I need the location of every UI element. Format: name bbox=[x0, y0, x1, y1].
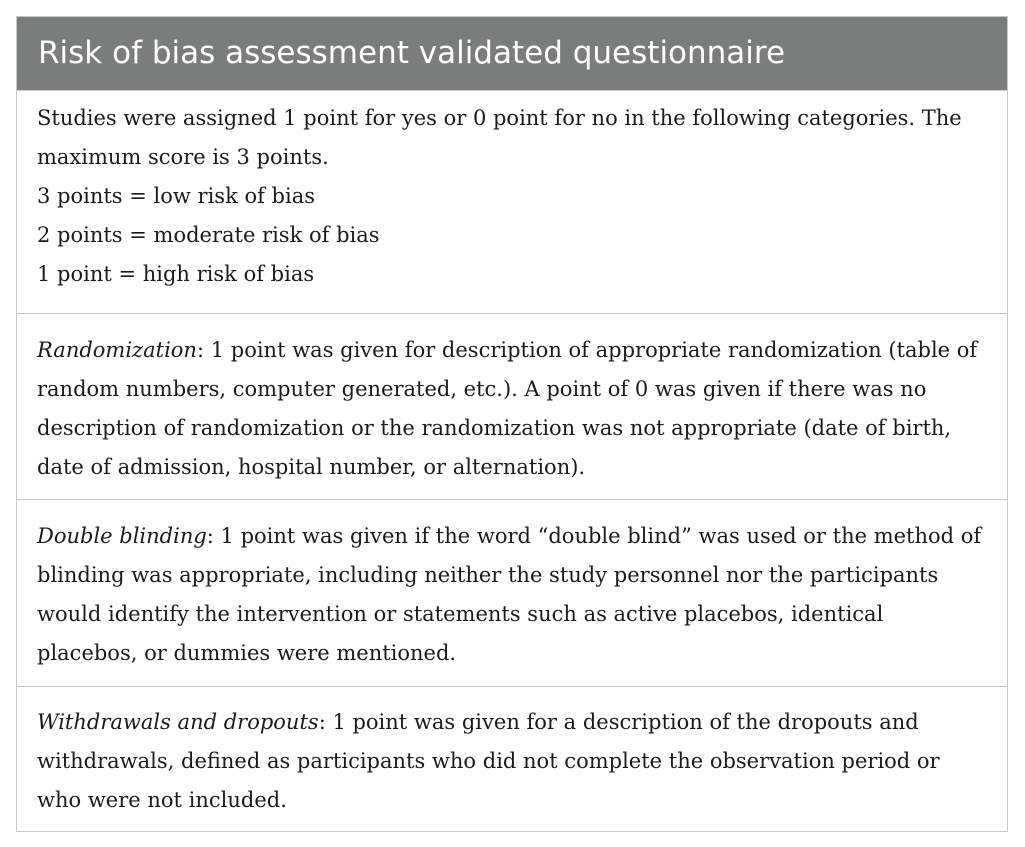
criterion-description: : 1 point was given if the word “double blind” was used or the method of blinding was appropriate, including neither the study personnel nor the participants would identify the intervention or statements such as active placebos, identical placebos, or dummies were mentioned. bbox=[37, 524, 982, 665]
criterion-term: Randomization bbox=[37, 338, 197, 362]
criterion-row-withdrawals bbox=[17, 686, 1007, 831]
criterion-term: Double blinding bbox=[37, 524, 207, 548]
score-high-risk: 1 point = high risk of bias bbox=[37, 262, 315, 286]
criterion-row-double-blinding bbox=[17, 499, 1007, 686]
criterion-term: Withdrawals and dropouts bbox=[37, 710, 319, 734]
criterion-text bbox=[37, 703, 987, 820]
scoring-intro-row bbox=[17, 90, 1007, 313]
criterion-row-randomization bbox=[17, 313, 1007, 499]
criterion-description: : 1 point was given for description of appropriate randomization (table of random numbers, computer generated, etc.). A point of 0 was given if there was no description of randomization or the randomization was not appropriate (date of birth, date of admission, hospital number, or alternation). bbox=[37, 338, 978, 479]
criterion-text bbox=[37, 331, 987, 487]
criterion-description: : 1 point was given for a description of the dropouts and withdrawals, defined as participants who did not complete the observation period or who were not included. bbox=[37, 710, 940, 812]
score-moderate-risk: 2 points = moderate risk of bias bbox=[37, 223, 380, 247]
table-title: Risk of bias assessment validated questionnaire bbox=[17, 17, 1007, 90]
score-low-risk: 3 points = low risk of bias bbox=[37, 184, 316, 208]
scoring-intro-text: Studies were assigned 1 point for yes or 0 point for no in the following categories. The maximum score is 3 points. bbox=[37, 106, 962, 169]
criterion-text bbox=[37, 517, 987, 673]
risk-of-bias-table bbox=[16, 16, 1008, 832]
